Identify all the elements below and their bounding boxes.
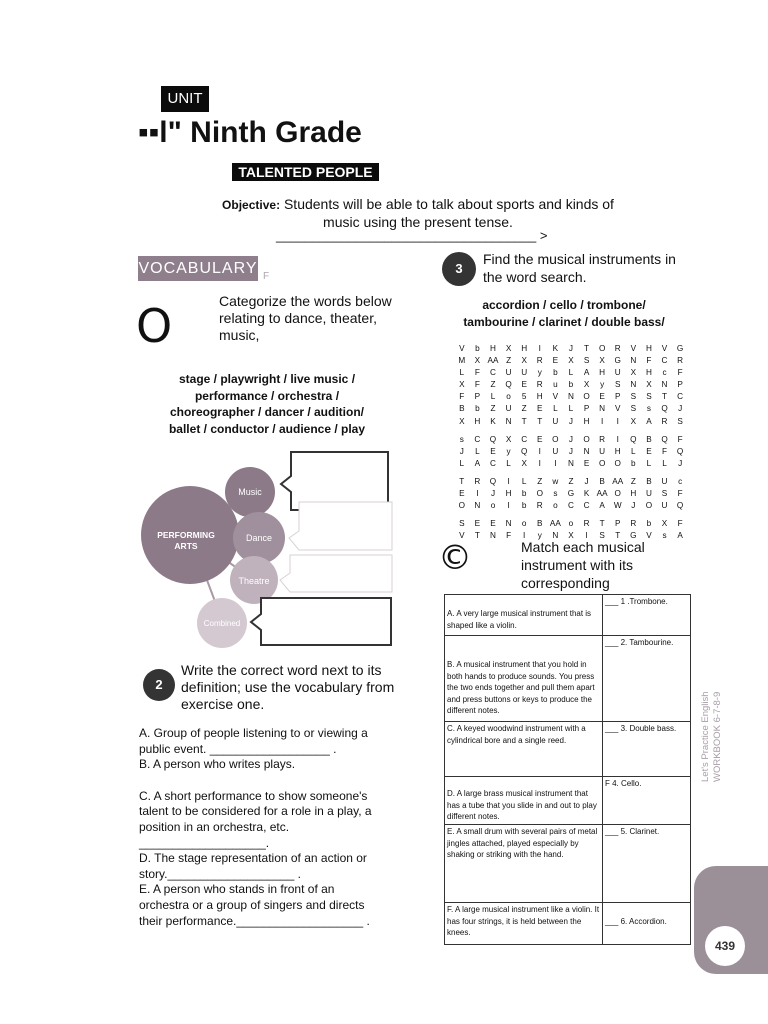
word-search-letter[interactable]: N: [490, 531, 496, 541]
word-search-letter[interactable]: P: [615, 519, 621, 529]
diagram-center-label-line2: ARTS: [174, 541, 198, 551]
word-search-letter[interactable]: X: [505, 434, 512, 444]
side-text-line-2: WORKBOOK 6-7-8-9: [711, 691, 723, 782]
word-search-letter[interactable]: I: [585, 531, 588, 541]
word-search-letter[interactable]: X: [630, 368, 637, 378]
word-search-letter[interactable]: E: [521, 380, 527, 390]
word-search-letter[interactable]: Q: [489, 476, 497, 486]
word-search-letter[interactable]: U: [505, 404, 512, 414]
word-search-letter[interactable]: F: [677, 434, 683, 444]
exercise-2-number: 2: [143, 669, 175, 701]
word-search-letter[interactable]: U: [661, 501, 668, 511]
exercise-4-marker: ©: [438, 538, 472, 578]
word-search-row: [454, 446, 688, 458]
word-search-letter[interactable]: U: [614, 368, 621, 378]
word-search-letter[interactable]: U: [645, 489, 652, 499]
word-search-letter[interactable]: X: [459, 416, 465, 426]
word-search-letter[interactable]: Q: [489, 434, 497, 444]
word-search-letter[interactable]: F: [646, 356, 652, 366]
word-search-letter[interactable]: H: [630, 489, 637, 499]
word-search-letter[interactable]: C: [474, 434, 481, 444]
word-search-letter[interactable]: L: [506, 458, 511, 468]
word-search-letter[interactable]: J: [678, 404, 683, 414]
word-search-letter[interactable]: H: [490, 344, 496, 353]
word-search-letter[interactable]: s: [646, 404, 651, 414]
word-search-letter[interactable]: N: [552, 531, 559, 541]
table-row: [445, 595, 691, 636]
word-search-letter[interactable]: I: [507, 501, 510, 511]
word-search-letter[interactable]: N: [583, 446, 590, 456]
exercise-1-marker: O: [136, 299, 173, 353]
word-search-letter[interactable]: S: [459, 519, 465, 529]
word-search-letter[interactable]: S: [677, 416, 683, 426]
word-search-letter[interactable]: S: [630, 404, 637, 414]
word-search-letter[interactable]: AA: [612, 476, 624, 486]
word-search-letter[interactable]: E: [646, 446, 652, 456]
page-title: ▪▪l" Ninth Grade: [138, 116, 362, 149]
unit-tag: UNIT: [161, 86, 209, 112]
word-search-letter[interactable]: C: [490, 458, 496, 468]
word-search-row: [454, 367, 688, 379]
word-search-letter[interactable]: C: [677, 392, 684, 402]
word-search-letter[interactable]: C: [583, 501, 590, 511]
word-search-letter[interactable]: c: [678, 476, 683, 486]
diagram-label-dance: Dance: [245, 533, 273, 543]
word-search-letter[interactable]: V: [661, 344, 668, 353]
word-search-letter[interactable]: H: [536, 392, 543, 402]
exercise-2-instruction: Write the correct word next to its definition; use the vocabulary from exercise one.: [181, 662, 395, 712]
objective-answer-line: ____________________________________ >: [276, 228, 548, 243]
word-search-letter[interactable]: O: [552, 434, 559, 444]
section-subtitle: TALENTED PEOPLE: [232, 163, 379, 181]
performing-arts-diagram: [138, 440, 400, 652]
word-search-letter[interactable]: Z: [521, 404, 527, 414]
word-search-letter[interactable]: Z: [537, 476, 543, 486]
word-search-grid: [454, 343, 688, 542]
word-search-row: [454, 355, 688, 367]
word-search-letter[interactable]: M: [458, 356, 466, 366]
word-search-letter[interactable]: F: [474, 380, 480, 390]
exercise-2-definitions: [139, 726, 387, 929]
word-search-letter[interactable]: J: [678, 458, 683, 468]
diagram-label-music: Music: [238, 487, 262, 497]
word-search-letter[interactable]: X: [630, 416, 637, 426]
word-search-letter[interactable]: Z: [630, 476, 636, 486]
exercise-1-word-list: stage / playwright / live music / performance / orchestra / choreographer / dancer / audition/ ballet / conductor / audience / play: [168, 372, 366, 436]
word-search-letter[interactable]: O: [598, 458, 606, 468]
word-search-letter[interactable]: O: [614, 489, 621, 499]
word-search-letter[interactable]: A: [677, 531, 683, 541]
word-search-letter[interactable]: w: [552, 476, 559, 486]
word-search-letter[interactable]: E: [474, 519, 481, 529]
word-search-letter[interactable]: E: [583, 458, 590, 468]
word-search-letter[interactable]: N: [567, 392, 574, 402]
word-search-letter[interactable]: J: [568, 344, 573, 353]
word-search-letter[interactable]: S: [599, 531, 605, 541]
word-search-letter[interactable]: N: [630, 356, 637, 366]
word-search-letter[interactable]: b: [553, 368, 558, 378]
word-search-letter[interactable]: o: [553, 501, 558, 511]
word-search-letter[interactable]: E: [537, 434, 543, 444]
word-search-letter[interactable]: I: [538, 458, 541, 468]
word-search-letter[interactable]: F: [506, 531, 512, 541]
word-search-letter[interactable]: K: [490, 416, 496, 426]
word-search-letter[interactable]: s: [662, 531, 667, 541]
word-search-letter[interactable]: O: [536, 489, 543, 499]
word-search-letter[interactable]: G: [567, 489, 575, 499]
word-search-letter[interactable]: V: [459, 531, 465, 541]
word-search-letter[interactable]: L: [553, 404, 558, 414]
word-search-row: [454, 379, 688, 391]
word-search-row: [454, 476, 688, 488]
diagram-center-label-line1: PERFORMING: [157, 530, 215, 540]
word-search-letter[interactable]: B: [537, 519, 543, 529]
word-search-letter[interactable]: B: [646, 476, 652, 486]
word-search-letter[interactable]: B: [459, 404, 465, 414]
word-search-letter[interactable]: V: [552, 392, 559, 402]
exercise-3-instruction: Find the musical instruments in the word search.: [483, 251, 676, 285]
word-search-letter[interactable]: U: [599, 446, 606, 456]
word-search-letter[interactable]: B: [599, 476, 605, 486]
answer-box-music: [281, 452, 388, 510]
word-search-letter[interactable]: X: [661, 519, 668, 529]
word-search-letter[interactable]: K: [583, 489, 590, 499]
word-search-letter[interactable]: E: [490, 446, 496, 456]
answer-cell[interactable]: ___ 1 .Trombone.: [603, 595, 691, 636]
word-search-letter[interactable]: N: [505, 519, 512, 529]
word-search-row: [454, 458, 688, 470]
word-search-letter[interactable]: E: [599, 392, 605, 402]
word-search-letter[interactable]: I: [554, 458, 557, 468]
word-search-letter[interactable]: o: [490, 501, 496, 511]
answer-cell[interactable]: ___ 6. Accordion.: [603, 903, 691, 945]
vocabulary-label: VOCABULARY: [138, 256, 258, 281]
word-search-letter[interactable]: N: [567, 458, 574, 468]
word-search-letter[interactable]: T: [521, 416, 527, 426]
word-search-letter[interactable]: C: [490, 368, 496, 378]
word-search-letter[interactable]: Z: [568, 476, 574, 486]
word-search-letter[interactable]: V: [646, 531, 652, 541]
answer-cell[interactable]: ___ 3. Double bass.: [603, 722, 691, 777]
page-number: 439: [705, 926, 745, 966]
table-row: [445, 825, 691, 903]
word-search-letter[interactable]: P: [474, 392, 481, 402]
table-row: [445, 722, 691, 777]
word-search-letter[interactable]: T: [584, 344, 590, 353]
word-search-letter[interactable]: H: [645, 368, 652, 378]
word-search-letter[interactable]: Z: [490, 404, 496, 414]
word-search-letter[interactable]: Q: [661, 434, 668, 444]
word-search-letter[interactable]: T: [459, 476, 465, 486]
word-search-row: [454, 434, 688, 446]
word-search-letter[interactable]: E: [552, 356, 559, 366]
word-search-letter[interactable]: X: [646, 380, 652, 390]
word-search-letter[interactable]: P: [583, 404, 590, 414]
word-search-letter[interactable]: R: [630, 519, 637, 529]
word-search-letter[interactable]: I: [476, 489, 479, 499]
word-search-row: [454, 416, 688, 428]
word-search-row: [454, 518, 688, 530]
word-search-letter[interactable]: L: [459, 368, 465, 378]
word-search-letter[interactable]: L: [521, 476, 527, 486]
word-search-letter[interactable]: N: [661, 380, 668, 390]
word-search-letter[interactable]: U: [505, 368, 512, 378]
definition-cell: C. A keyed woodwind instrument with a cylindrical bore and a single reed.: [445, 722, 603, 777]
word-search-letter[interactable]: O: [583, 434, 590, 444]
exercise-1-instruction: Categorize the words below relating to dance, theater, music,: [219, 293, 392, 343]
word-search-letter[interactable]: J: [584, 476, 589, 486]
word-search-letter[interactable]: U: [521, 368, 528, 378]
word-search-letter[interactable]: Z: [490, 380, 496, 390]
word-search-letter[interactable]: T: [662, 392, 668, 402]
word-search-letter[interactable]: N: [599, 404, 606, 414]
exercise-3-number: 3: [442, 252, 476, 286]
word-search-letter[interactable]: H: [505, 489, 512, 499]
word-search-letter[interactable]: o: [521, 519, 527, 529]
objective: [208, 196, 628, 231]
word-search-letter[interactable]: A: [583, 368, 590, 378]
word-search-letter[interactable]: R: [661, 416, 668, 426]
word-search-letter[interactable]: L: [568, 368, 574, 378]
word-search-letter[interactable]: F: [677, 489, 683, 499]
word-search-letter[interactable]: K: [552, 344, 559, 353]
word-search-letter[interactable]: I: [523, 531, 526, 541]
answer-cell[interactable]: F 4. Cello.: [603, 777, 691, 825]
word-search-letter[interactable]: I: [507, 476, 510, 486]
word-search-letter[interactable]: G: [614, 356, 621, 366]
exercise-4-instruction: Match each musical instrument with its corresponding: [521, 539, 645, 591]
word-search-letter[interactable]: V: [630, 344, 637, 353]
word-search-letter[interactable]: S: [615, 380, 621, 390]
word-search-letter[interactable]: X: [568, 356, 574, 366]
workbook-side-label: [700, 662, 732, 782]
word-search-letter[interactable]: O: [598, 344, 606, 353]
word-search-letter[interactable]: L: [631, 446, 636, 456]
word-search-letter[interactable]: H: [474, 416, 481, 426]
word-search-letter[interactable]: J: [568, 446, 573, 456]
word-search-letter[interactable]: b: [568, 380, 574, 390]
word-search-letter[interactable]: W: [613, 501, 622, 511]
word-search-letter[interactable]: o: [568, 519, 574, 529]
word-search-letter[interactable]: P: [615, 392, 621, 402]
diagram-label-combined: Combined: [203, 619, 241, 628]
word-search-letter[interactable]: H: [645, 344, 652, 353]
word-search-letter[interactable]: U: [552, 446, 559, 456]
word-search-letter[interactable]: J: [631, 501, 636, 511]
answer-box-dance: [289, 502, 392, 550]
word-search-letter[interactable]: C: [567, 501, 574, 511]
word-search-letter[interactable]: T: [537, 416, 543, 426]
word-search-letter[interactable]: R: [677, 356, 684, 366]
word-search-letter[interactable]: X: [521, 458, 527, 468]
word-search-letter[interactable]: I: [538, 344, 541, 353]
word-search-letter[interactable]: Z: [506, 356, 512, 366]
word-search-row: [454, 391, 688, 403]
definition-group-ab: A. Group of people listening to or viewing a public event. __________________ . B. A person who writes plays.: [139, 726, 368, 772]
word-search-row: [454, 500, 688, 512]
word-search-letter[interactable]: H: [583, 416, 590, 426]
exercise-3-word-list: accordion / cello / trombone/ tambourine / clarinet / double bass/: [463, 298, 665, 329]
word-search-letter[interactable]: Q: [676, 446, 684, 456]
word-search-letter[interactable]: C: [521, 434, 528, 444]
word-search-letter[interactable]: F: [677, 368, 683, 378]
word-search-letter[interactable]: I: [616, 434, 619, 444]
word-search-letter[interactable]: P: [677, 380, 683, 390]
word-search-letter[interactable]: S: [661, 489, 668, 499]
word-search-letter[interactable]: F: [662, 446, 668, 456]
word-search-letter[interactable]: L: [490, 392, 496, 402]
word-search-letter[interactable]: N: [630, 380, 637, 390]
word-search-letter[interactable]: H: [599, 368, 606, 378]
word-search-letter[interactable]: G: [676, 344, 684, 353]
word-search-letter[interactable]: Q: [505, 380, 512, 390]
word-search-letter[interactable]: N: [474, 501, 481, 511]
word-search-letter[interactable]: X: [583, 380, 590, 390]
definition-cell: A. A very large musical instrument that is shaped like a violin.: [445, 595, 603, 636]
word-search-letter[interactable]: L: [646, 458, 652, 468]
word-search-letter[interactable]: R: [474, 476, 481, 486]
objective-label: Objective:: [222, 198, 281, 212]
word-search-letter[interactable]: O: [458, 501, 465, 511]
word-search-letter[interactable]: H: [614, 446, 621, 456]
word-search-letter[interactable]: X: [568, 531, 574, 541]
definition-cell: D. A large brass musical instrument that has a tube that you slide in and out to play different notes.: [445, 777, 603, 825]
word-search-letter[interactable]: O: [583, 392, 590, 402]
word-search-letter[interactable]: b: [646, 519, 652, 529]
word-search-letter[interactable]: AA: [487, 356, 499, 366]
word-search-letter[interactable]: X: [474, 356, 481, 366]
table-row: [445, 903, 691, 945]
word-search-letter[interactable]: T: [474, 531, 480, 541]
word-search-letter[interactable]: T: [615, 531, 621, 541]
word-search-letter[interactable]: E: [537, 404, 543, 414]
word-search-letter[interactable]: O: [614, 458, 621, 468]
answer-box-combined: [251, 598, 391, 645]
word-search-letter[interactable]: A: [646, 416, 652, 426]
word-search-letter[interactable]: R: [614, 344, 621, 353]
word-search-letter[interactable]: L: [568, 404, 574, 414]
word-search-letter[interactable]: u: [553, 380, 558, 390]
word-search-letter[interactable]: O: [645, 501, 653, 511]
word-search-letter[interactable]: J: [459, 446, 464, 456]
word-search-letter[interactable]: V: [615, 404, 621, 414]
word-search-letter[interactable]: y: [537, 368, 542, 378]
word-search-letter[interactable]: AA: [549, 519, 561, 529]
word-search-letter[interactable]: I: [538, 446, 541, 456]
word-search-letter[interactable]: F: [459, 392, 465, 402]
word-search-letter[interactable]: L: [459, 458, 465, 468]
word-search-letter[interactable]: F: [474, 368, 480, 378]
word-search-letter[interactable]: Q: [630, 434, 637, 444]
word-search-letter[interactable]: L: [662, 458, 667, 468]
word-search-letter[interactable]: S: [583, 356, 590, 366]
word-search-letter[interactable]: X: [521, 356, 527, 366]
word-search-letter[interactable]: X: [599, 356, 605, 366]
word-search-letter[interactable]: B: [646, 434, 652, 444]
table-row: [445, 636, 691, 722]
word-search-letter[interactable]: 5: [521, 392, 527, 402]
word-search-letter[interactable]: AA: [596, 489, 608, 499]
word-search-letter[interactable]: C: [661, 356, 668, 366]
answer-cell[interactable]: ___ 5. Clarinet.: [603, 825, 691, 903]
answer-cell[interactable]: ___ 2. Tambourine.: [603, 636, 691, 722]
word-search-letter[interactable]: V: [459, 344, 465, 353]
word-search-letter[interactable]: U: [661, 476, 668, 486]
word-search-letter[interactable]: I: [616, 416, 619, 426]
definition-cell: F. A large musical instrument like a violin. It has four strings, it is held between the knees.: [445, 903, 603, 945]
word-search-letter[interactable]: b: [475, 404, 480, 414]
word-search-letter[interactable]: N: [505, 416, 512, 426]
word-search-letter[interactable]: s: [553, 489, 558, 499]
word-search-letter[interactable]: A: [474, 458, 481, 468]
word-search-letter[interactable]: y: [600, 380, 605, 390]
word-search-letter[interactable]: L: [475, 446, 480, 456]
word-search-letter[interactable]: b: [521, 489, 527, 499]
word-search-letter[interactable]: R: [583, 519, 590, 529]
definition-cell: B. A musical instrument that you hold in both hands to produce sounds. You press the two ends together and pull them apart and press buttons or keys to produce the different notes.: [445, 636, 603, 722]
word-search-letter[interactable]: y: [506, 446, 511, 456]
word-search-letter[interactable]: H: [521, 344, 528, 353]
word-search-letter[interactable]: R: [536, 380, 543, 390]
answer-box-theatre: [280, 555, 392, 592]
word-search-letter[interactable]: G: [630, 531, 637, 541]
table-row: [445, 777, 691, 825]
word-search-letter[interactable]: R: [536, 501, 543, 511]
word-search-letter[interactable]: S: [646, 392, 652, 402]
word-search-row: [454, 488, 688, 500]
word-search-letter[interactable]: R: [599, 434, 606, 444]
word-search-letter[interactable]: R: [536, 356, 543, 366]
definition-cell: E. A small drum with several pairs of metal jingles attached, played especially by shaking or striking with the hand.: [445, 825, 603, 903]
definition-group-cde: C. A short performance to show someone's talent to be considered for a role in a play, a position in an orchestra, etc. ___________________. D. The stage representation of an action or story.___________________ . E. A person who stands in front of an orchestra or a group of singers and directs their performance.___________________ .: [139, 788, 372, 928]
word-search-letter[interactable]: E: [490, 519, 496, 529]
objective-text: Students will be able to talk about sports and kinds of music using the present tense.: [283, 196, 614, 230]
word-search-row: [454, 403, 688, 415]
word-search-letter[interactable]: A: [599, 501, 605, 511]
word-search-letter[interactable]: b: [521, 501, 527, 511]
word-search-letter[interactable]: b: [631, 458, 636, 468]
stray-letter: F: [263, 271, 270, 282]
word-search-letter[interactable]: Q: [676, 501, 684, 511]
word-search-letter[interactable]: S: [630, 392, 637, 402]
word-search-letter[interactable]: X: [505, 344, 512, 353]
word-search-letter[interactable]: J: [490, 489, 496, 499]
word-search-row: [454, 343, 688, 355]
word-search-letter[interactable]: I: [601, 416, 604, 426]
word-search-letter[interactable]: y: [537, 531, 542, 541]
word-search-letter[interactable]: o: [506, 392, 511, 402]
word-search-letter[interactable]: Q: [661, 404, 668, 414]
word-search-letter[interactable]: X: [459, 380, 465, 390]
word-search-letter[interactable]: E: [459, 489, 465, 499]
word-search-letter[interactable]: J: [568, 416, 573, 426]
diagram-label-theatre: Theatre: [238, 576, 270, 586]
word-search-letter[interactable]: U: [552, 416, 559, 426]
word-search-letter[interactable]: b: [475, 344, 480, 353]
side-text-line-1: Let's Practice English: [700, 691, 711, 782]
word-search-letter[interactable]: c: [662, 368, 667, 378]
word-search-letter[interactable]: Q: [520, 446, 528, 456]
word-search-letter[interactable]: s: [459, 434, 464, 444]
word-search-letter[interactable]: J: [568, 434, 573, 444]
word-search-letter[interactable]: F: [677, 519, 683, 529]
matching-table: [444, 594, 691, 945]
word-search-letter[interactable]: T: [599, 519, 605, 529]
